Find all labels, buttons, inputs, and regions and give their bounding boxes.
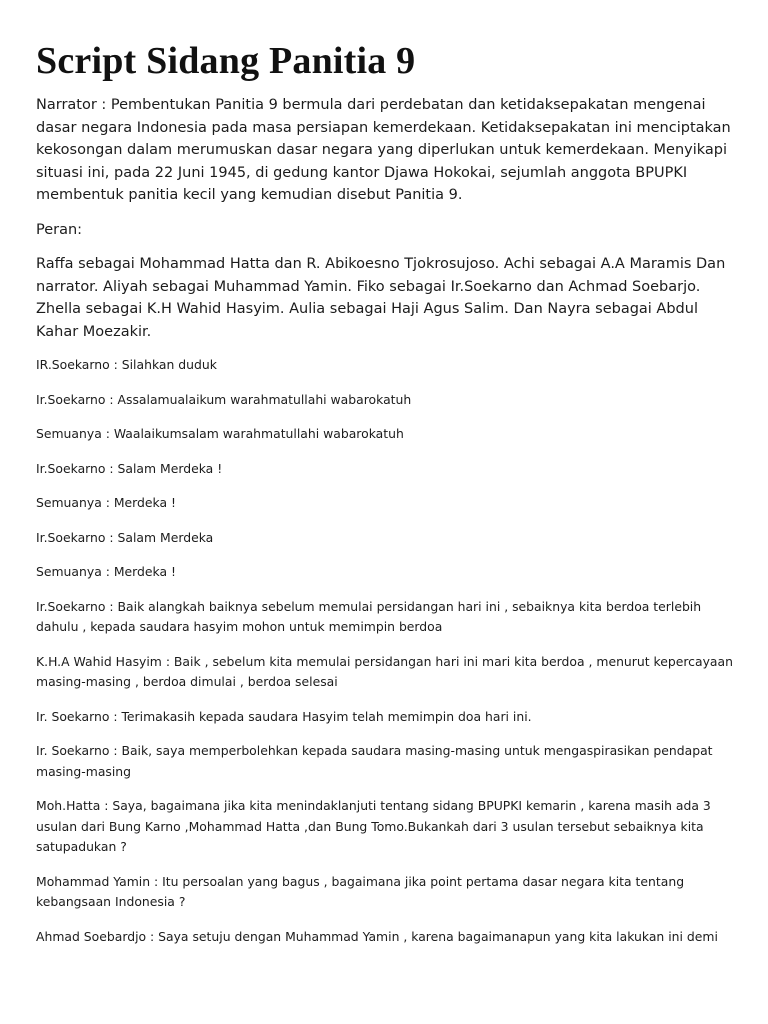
script-lines xyxy=(36,355,736,947)
script-line: Ir.Soekarno : Salam Merdeka xyxy=(36,529,214,545)
document-title: Script Sidang Panitia 9 xyxy=(36,40,416,82)
script-line: Moh.Hatta : Saya, bagaimana jika kita menindaklanjuti tentang sidang BPUPKI kemarin , karena masih ada 3 usulan dari Bung Karno ,Mohammad Hatta ,dan Bung Tomo.Bukankah dari 3 usulan tersebut sebaiknya kita satupadukan ? xyxy=(36,798,711,854)
script-line: Semuanya : Waalaikumsalam warahmatullahi wabarokatuh xyxy=(36,426,404,441)
script-line: Ir.Soekarno : Assalamualaikum warahmatullahi wabarokatuh xyxy=(36,391,412,407)
script-line: K.H.A Wahid Hasyim : Baik , sebelum kita memulai persidangan hari ini mari kita berdoa , menurut kepercayaan masing-masing , berdoa dimulai , berdoa selesai xyxy=(36,653,733,689)
script-line: Ir.Soekarno : Salam Merdeka ! xyxy=(36,460,223,476)
roles-heading: Peran: xyxy=(36,221,83,238)
script-line: Ir. Soekarno : Baik, saya memperbolehkan kepada saudara masing-masing untuk mengaspirasikan pendapat masing-masing xyxy=(36,743,713,779)
script-line: Ir.Soekarno : Baik alangkah baiknya sebelum memulai persidangan hari ini , sebaiknya kita berdoa terlebih dahulu , kepada saudara hasyim mohon untuk memimpin berdoa xyxy=(36,598,702,634)
script-line: IR.Soekarno : Silahkan duduk xyxy=(36,357,217,372)
script-line: Mohammad Yamin : Itu persoalan yang bagus , bagaimana jika point pertama dasar negara kita tentang kebangsaan Indonesia ? xyxy=(36,873,685,909)
document-page xyxy=(36,38,736,961)
narrator-paragraph: Narrator : Pembentukan Panitia 9 bermula dari perdebatan dan ketidaksepakatan mengenai dasar negara Indonesia pada masa persiapan kemerdekaan. Ketidaksepakatan ini menciptakan kekosongan dalam merumuskan dasar negara yang diperlukan untuk kemerdekaan. Menyikapi situasi ini, pada 22 Juni 1945, di gedung kantor Djawa Hokokai, sejumlah anggota BPUPKI membentuk panitia kecil yang kemudian disebut Panitia 9. xyxy=(36,97,731,203)
script-line: Semuanya : Merdeka ! xyxy=(36,564,176,579)
roles-paragraph: Raffa sebagai Mohammad Hatta dan R. Abikoesno Tjokrosujoso. Achi sebagai A.A Maramis Dan narrator. Aliyah sebagai Muhammad Yamin. Fiko sebagai Ir.Soekarno dan Achmad Soebarjo. Zhella sebagai K.H Wahid Hasyim. Aulia sebagai Haji Agus Salim. Dan Nayra sebagai Abdul Kahar Moezakir. xyxy=(36,256,726,340)
script-line: Semuanya : Merdeka ! xyxy=(36,495,176,510)
script-line: Ir. Soekarno : Terimakasih kepada saudara Hasyim telah memimpin doa hari ini. xyxy=(36,708,532,724)
script-line: Ahmad Soebardjo : Saya setuju dengan Muhammad Yamin , karena bagaimanapun yang kita lakukan ini demi xyxy=(36,928,718,944)
